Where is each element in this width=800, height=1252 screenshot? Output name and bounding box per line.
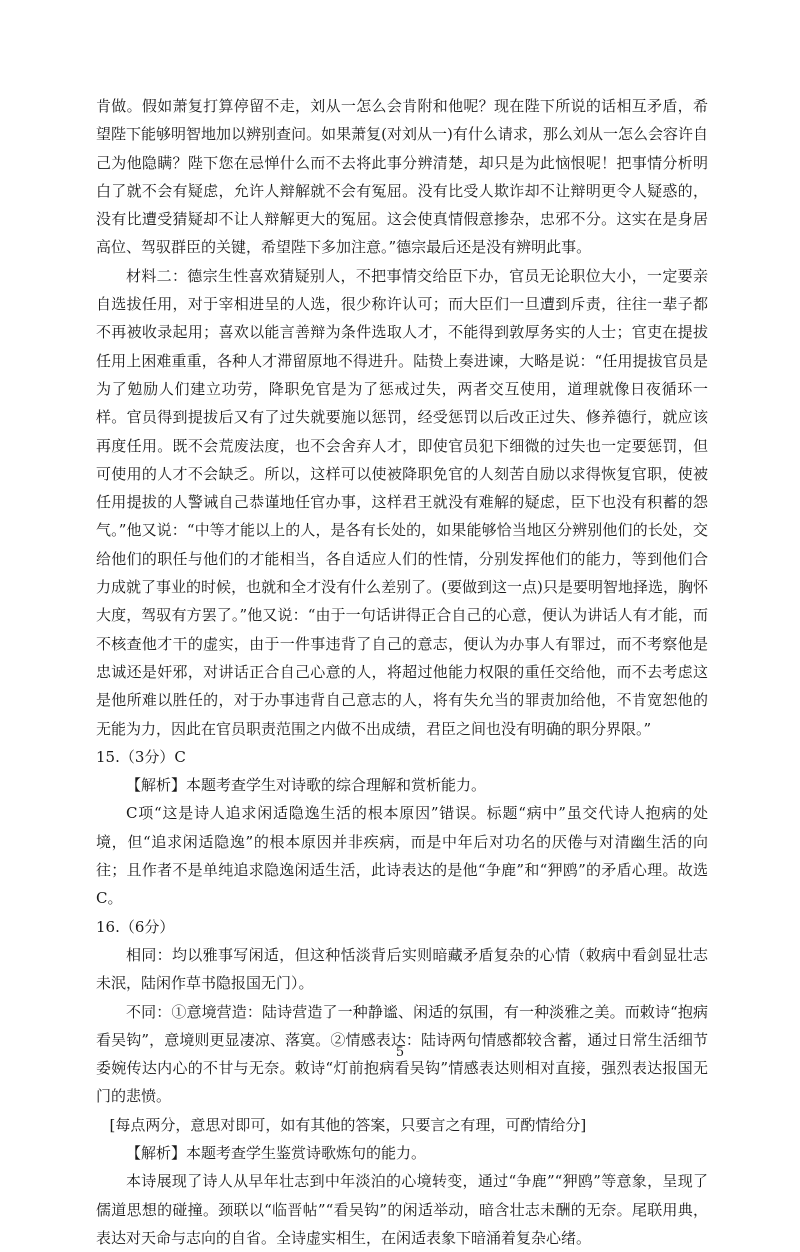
question-16-difference: 不同：①意境营造：陆诗营造了一种静谧、闲适的氛围，有一种淡雅之美。而敕诗“抱病看吴钩”，意境则更显凄凉、落寞。②情感表达：陆诗两句情感都较含蓄，通过日常生活细节委婉传达内心的不甘与无奈。敕诗“灯前抱病看吴钩”情感表达则相对直接，强烈表达报国无门的悲愤。 <box>96 1002 708 1106</box>
material-one-ending: 肯做。假如萧复打算停留不走，刘从一怎么会肯附和他呢？现在陛下所说的话相互矛盾，希望陛下能够明智地加以辨别查问。如果萧复(对刘从一)有什么请求，那么刘从一怎么会容许自己为他隐瞒？陛下您在忌惮什么而不去将此事分辨清楚，却只是为此恼恨呢！把事情分析明白了就不会有疑虑，允许人辩解就不会有冤屈。没有比受人欺诈却不让辩明更令人疑惑的，没有比遭受猜疑却不让人辩解更大的冤屈。这会使真情假意掺杂，忠邪不分。这实在是身居高位、驾驭群臣的关键，希望陛下多加注意。”德宗最后还是没有辨明此事。 <box>96 97 708 257</box>
question-15-analysis: 【解析】本题考查学生对诗歌的综合理解和赏析能力。 <box>126 776 487 795</box>
question-15-header: 15.（3分）C <box>96 747 186 766</box>
question-15-explanation: C项“这是诗人追求闲适隐逸生活的根本原因”错误。标题“病中”虽交代诗人抱病的处境，但“追求闲适隐逸”的根本原因并非疾病，而是中年后对功名的厌倦与对清幽生活的向往；且作者不是单纯追求隐逸闲适生活，此诗表达的是他“争鹿”和“狎鸥”的矛盾心理。故选C。 <box>96 804 708 908</box>
material-two: 材料二：德宗生性喜欢猜疑别人，不把事情交给臣下办，官员无论职位大小，一定要亲自选拔任用，对于宰相进呈的人选，很少称许认可；而大臣们一旦遭到斥责，往往一辈子都不再被收录起用；喜欢以能言善辩为条件选取人才，不能得到敦厚务实的人士；官吏在提拔任用上困难重重，各种人才滞留原地不得进升。陆贽上奏进谏，大略是说：“任用提拔官员是为了勉励人们建立功劳，降职免官是为了惩戒过失，两者交互使用，道理就像日夜循环一样。官员得到提拔后又有了过失就要施以惩罚，经受惩罚以后改正过失、修养德行，就应该再度任用。既不会荒废法度，也不会舍弃人才，即使官员犯下细微的过失也一定要惩罚，但可使用的人才不会缺乏。所以，这样可以使被降职免官的人刻苦自励以求得恢复官职，使被任用提拔的人警诫自己恭谨地任官办事，这样君王就没有难解的疑虑，臣下也没有积蓄的怨气。”他又说：“中等才能以上的人，是各有长处的，如果能够恰当地区分辨别他们的长处，交给他们的职任与他们的才能相当，各自适应人们的性情，分别发挥他们的能力，等到他们合力成就了事业的时候，也就和全才没有什么差别了。(要做到这一点)只是要明智地择选，胸怀大度，驾驭有方罢了。”他又说：“由于一句话讲得正合自己的心意，便认为讲话人有才能，而不核查他才干的虚实，由于一件事违背了自己的意志，便认为办事人有罪过，而不考察他是忠诚还是奸邪，对讲话正合自己心意的人，将超过他能力权限的重任交给他，而不去考虑这是他所难以胜任的，对于办事违背自己意志的人，将有失允当的罪责加给他，不肯宽恕他的无能为力，因此在官员职责范围之内做不出成绩，君臣之间也没有明确的职分界限。” <box>96 266 708 738</box>
question-16-analysis: 【解析】本题考查学生鉴赏诗歌炼句的能力。 <box>126 1143 427 1162</box>
question-16-summary: 本诗展现了诗人从早年壮志到中年淡泊的心境转变，通过“争鹿”“狎鸥”等意象，呈现了儒道思想的碰撞。颈联以“临晋帖”“看吴钩”的闲适举动，暗含壮志未酬的无奈。尾联用典，表达对天命与志向的自省。全诗虚实相生，在闲适表象下暗涌着复杂心绪。 <box>96 1172 708 1247</box>
page-number: 5 <box>395 1045 405 1060</box>
question-16-scoring-note: [每点两分，意思对即可，如有其他的答案，只要言之有理，可酌情给分] <box>109 1115 587 1134</box>
question-16-header: 16.（6分） <box>96 917 175 936</box>
question-16-similarity: 相同：均以雅事写闲适，但这种恬淡背后实则暗藏矛盾复杂的心情（敕病中看剑显壮志未泯，陆闲作草书隐报国无门）。 <box>96 945 708 993</box>
page-content <box>96 92 708 1252</box>
